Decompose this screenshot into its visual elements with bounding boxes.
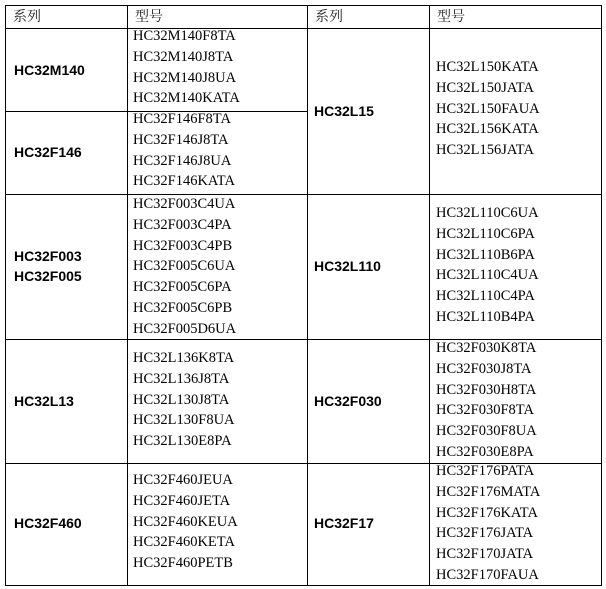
product-table bbox=[5, 5, 602, 586]
model-item: HC32F176JATA bbox=[436, 525, 534, 542]
series-name: HC32F17 bbox=[314, 515, 374, 531]
model-item: HC32F030J8TA bbox=[436, 360, 532, 377]
model-item: HC32F146J8TA bbox=[133, 131, 229, 148]
model-item: HC32F146J8UA bbox=[133, 152, 232, 169]
header-rule bbox=[5, 28, 602, 29]
model-item: HC32M140F8TA bbox=[133, 28, 236, 44]
model-item: HC32F030E8PA bbox=[436, 443, 534, 460]
model-item: HC32F170JATA bbox=[436, 546, 534, 563]
model-item: HC32F460JETA bbox=[133, 492, 231, 509]
model-item: HC32L150KATA bbox=[436, 59, 539, 75]
series-name: HC32F030 bbox=[314, 393, 382, 409]
model-item: HC32F170FAUA bbox=[436, 566, 539, 583]
model-item: HC32F146F8TA bbox=[133, 111, 231, 127]
model-item: HC32M140KATA bbox=[133, 90, 240, 107]
series-cell bbox=[14, 513, 82, 533]
series-cell bbox=[14, 60, 85, 80]
series-cell bbox=[14, 142, 82, 162]
model-item: HC32L150FAUA bbox=[436, 100, 540, 117]
model-item: HC32F030F8TA bbox=[436, 402, 534, 419]
model-item: HC32L156KATA bbox=[436, 121, 539, 138]
model-item: HC32F005C6PB bbox=[133, 299, 233, 316]
model-item: HC32M140J8TA bbox=[133, 48, 234, 65]
series-cell bbox=[314, 391, 382, 411]
model-item: HC32L110C6PA bbox=[436, 225, 535, 242]
model-item: HC32M140J8UA bbox=[133, 69, 237, 86]
model-item: HC32F460PETB bbox=[133, 555, 233, 572]
model-item: HC32F146KATA bbox=[133, 173, 235, 190]
model-item: HC32F005C6PA bbox=[133, 279, 232, 296]
model-item: HC32F176MATA bbox=[436, 483, 541, 500]
left-row-divider-4 bbox=[5, 463, 308, 464]
model-item: HC32F003C4PA bbox=[133, 216, 232, 233]
header-series-1: 系列 bbox=[13, 9, 41, 25]
series-name: HC32F460 bbox=[14, 515, 82, 531]
model-item: HC32L150JATA bbox=[436, 79, 534, 96]
right-row-divider-1 bbox=[307, 194, 602, 195]
model-item: HC32F030K8TA bbox=[436, 340, 537, 356]
model-list bbox=[436, 203, 539, 328]
header-series-2: 系列 bbox=[315, 9, 343, 25]
col-divider-3 bbox=[429, 5, 430, 586]
model-list bbox=[133, 26, 240, 109]
model-list bbox=[436, 57, 540, 161]
model-item: HC32F176KATA bbox=[436, 504, 538, 521]
series-cell bbox=[14, 246, 82, 286]
model-item: HC32L110C4PA bbox=[436, 288, 535, 305]
model-item: HC32F460JEUA bbox=[133, 472, 233, 488]
model-item: HC32L110B6PA bbox=[436, 246, 535, 263]
model-item: HC32L156JATA bbox=[436, 142, 534, 159]
model-item: HC32F460KETA bbox=[133, 534, 235, 551]
header-model-1: 型号 bbox=[135, 9, 163, 25]
model-item: HC32L130E8PA bbox=[133, 433, 232, 450]
table-border-left bbox=[5, 5, 6, 586]
model-list bbox=[436, 338, 537, 463]
series-name: HC32L13 bbox=[14, 393, 74, 409]
series-name: HC32F003 bbox=[14, 248, 82, 264]
series-name: HC32M140 bbox=[14, 62, 85, 78]
model-item: HC32F030H8TA bbox=[436, 381, 537, 398]
model-item: HC32L110C4UA bbox=[436, 267, 539, 284]
header-model-2: 型号 bbox=[437, 9, 465, 25]
model-item: HC32L110C6UA bbox=[436, 205, 539, 221]
model-item: HC32F460KEUA bbox=[133, 513, 238, 530]
model-item: HC32L110B4PA bbox=[436, 308, 535, 325]
model-item: HC32F005C6UA bbox=[133, 258, 236, 275]
model-list bbox=[133, 470, 238, 574]
model-item: HC32L130J8TA bbox=[133, 391, 230, 408]
col-divider-2 bbox=[307, 5, 308, 586]
series-cell bbox=[314, 101, 374, 121]
series-cell bbox=[314, 513, 374, 533]
model-item: HC32F176PATA bbox=[436, 463, 535, 479]
model-list bbox=[133, 109, 235, 192]
model-list bbox=[133, 194, 236, 340]
series-name: HC32F146 bbox=[14, 144, 82, 160]
col-divider-1 bbox=[127, 5, 128, 586]
model-item: HC32F005D6UA bbox=[133, 320, 237, 337]
model-list bbox=[436, 461, 540, 586]
model-item: HC32L136K8TA bbox=[133, 350, 235, 366]
model-list bbox=[133, 348, 235, 452]
model-item: HC32L136J8TA bbox=[133, 370, 230, 387]
series-name: HC32L15 bbox=[314, 103, 374, 119]
table-border-top bbox=[5, 5, 602, 6]
series-cell bbox=[314, 256, 381, 276]
table-border-right bbox=[601, 5, 602, 586]
model-item: HC32F003C4UA bbox=[133, 196, 236, 212]
model-item: HC32L130F8UA bbox=[133, 412, 235, 429]
series-cell bbox=[14, 391, 74, 411]
model-item: HC32F030F8UA bbox=[436, 423, 537, 440]
model-item: HC32F003C4PB bbox=[133, 237, 233, 254]
series-name: HC32L110 bbox=[314, 258, 381, 274]
series-name: HC32F005 bbox=[14, 268, 82, 284]
